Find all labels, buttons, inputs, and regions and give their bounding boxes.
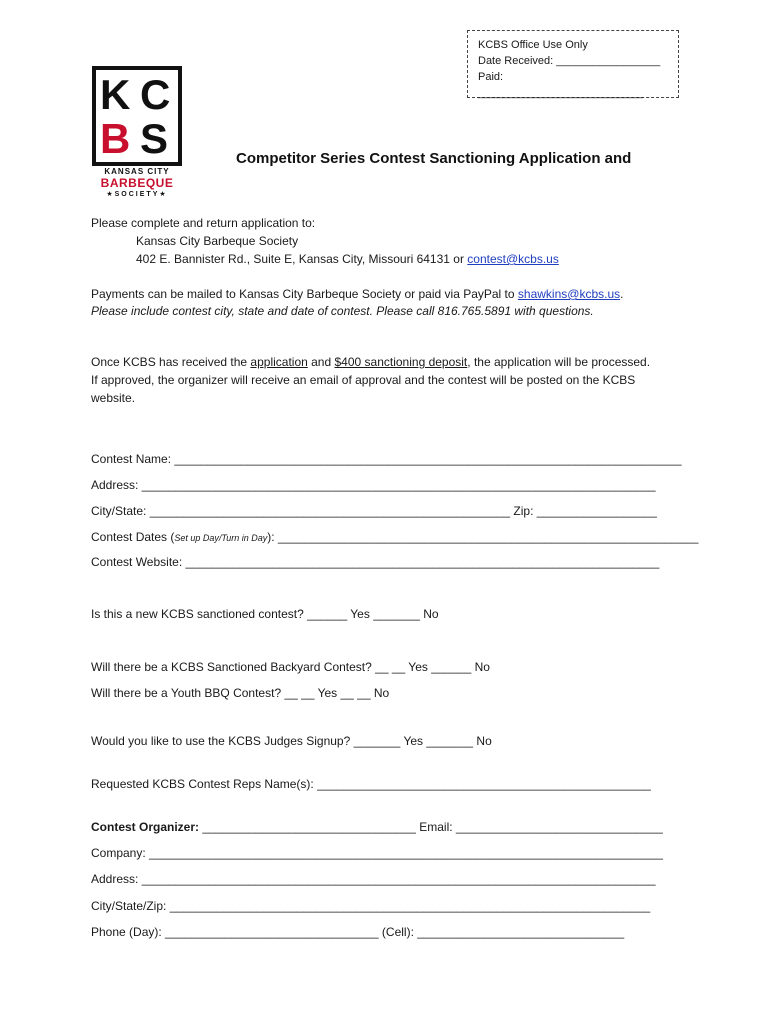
logo-text-barbeque: BARBEQUE [100, 176, 174, 190]
paypal-email-link[interactable]: shawkins@kcbs.us [517, 287, 621, 301]
deposit-link[interactable]: $400 sanctioning deposit [334, 355, 468, 369]
office-use-box [467, 30, 679, 98]
return-org: Kansas City Barbeque Society [136, 234, 299, 248]
organizer-phone-field[interactable]: Phone (Day): ________________________________ (Cell): _______________________________ [91, 925, 625, 939]
process-line-2: If approved, the organizer will receive an email of approval and the contest will be posted on the KCBS [91, 373, 636, 387]
process-text-c: , the application will be processed. [467, 355, 651, 369]
application-link[interactable]: application [250, 355, 308, 369]
logo-letter-b: B [100, 115, 131, 162]
process-text-a: Once KCBS has received the [91, 355, 251, 369]
contest-city-state-zip-field[interactable]: City/State: ______________________________________________________ Zip: __________________ [91, 504, 657, 518]
contest-dates-label: Contest Dates ( [91, 530, 175, 544]
process-text-b: and [307, 355, 335, 369]
contest-dates-line: ): _______________________________________________________________ [267, 530, 699, 544]
payment-text: Payments can be mailed to Kansas City Barbeque Society or paid via PayPal to [91, 287, 518, 301]
contest-website-field[interactable]: Contest Website: _______________________________________________________________________ [91, 555, 660, 569]
page-title: Competitor Series Contest Sanctioning Application and [236, 150, 632, 167]
organizer-company-field[interactable]: Company: _____________________________________________________________________________ [91, 846, 663, 860]
contest-name-field[interactable]: Contest Name: ____________________________________________________________________________ [91, 452, 682, 466]
contest-email-link[interactable]: contest@kcbs.us [467, 252, 559, 266]
logo-letter-k: K [100, 71, 131, 118]
backyard-contest-question[interactable]: Will there be a KCBS Sanctioned Backyard Contest? __ __ Yes ______ No [91, 660, 490, 674]
contest-reps-field[interactable]: Requested KCBS Contest Reps Name(s): __________________________________________________ [91, 777, 651, 791]
payment-suffix: . [620, 287, 624, 301]
process-line-1 [91, 355, 650, 369]
organizer-city-state-zip-field[interactable]: City/State/Zip: ________________________________________________________________________ [91, 899, 651, 913]
logo-frame [92, 66, 182, 166]
return-intro: Please complete and return application to: [91, 216, 316, 230]
kcbs-logo [92, 66, 182, 198]
date-received-field: Date Received: _________________ [478, 55, 661, 67]
logo-letter-c: C [140, 71, 171, 118]
logo-letter-s: S [140, 115, 169, 162]
judges-signup-question[interactable]: Would you like to use the KCBS Judges Signup? _______ Yes _______ No [91, 734, 492, 748]
payment-line [91, 287, 623, 301]
paid-field: Paid: ___________________________ [478, 71, 644, 99]
organizer-email-line: ________________________________ Email: _______________________________ [199, 820, 663, 834]
process-line-3: website. [91, 391, 136, 405]
return-street: 402 E. Bannister Rd., Suite E, Kansas City, Missouri 64131 or [136, 252, 468, 266]
organizer-address-field[interactable]: Address: _____________________________________________________________________________ [91, 872, 656, 886]
logo-text-society: ★SOCIETY★ [106, 191, 168, 198]
logo-text-kansas-city: KANSAS CITY [104, 167, 170, 176]
organizer-line[interactable] [91, 820, 663, 834]
organizer-label: Contest Organizer: [91, 820, 200, 834]
contest-address-field[interactable]: Address: _____________________________________________________________________________ [91, 478, 656, 492]
new-contest-question[interactable]: Is this a new KCBS sanctioned contest? ______ Yes _______ No [91, 607, 439, 621]
contest-dates-hint: Set up Day/Turn in Day [174, 533, 268, 543]
contest-dates-field[interactable] [91, 530, 698, 544]
office-use-title: KCBS Office Use Only [478, 39, 588, 51]
youth-contest-question[interactable]: Will there be a Youth BBQ Contest? __ __ Yes __ __ No [91, 686, 390, 700]
payment-note: Please include contest city, state and date of contest. Please call 816.765.5891 with questions. [91, 304, 594, 318]
return-address [136, 252, 559, 266]
